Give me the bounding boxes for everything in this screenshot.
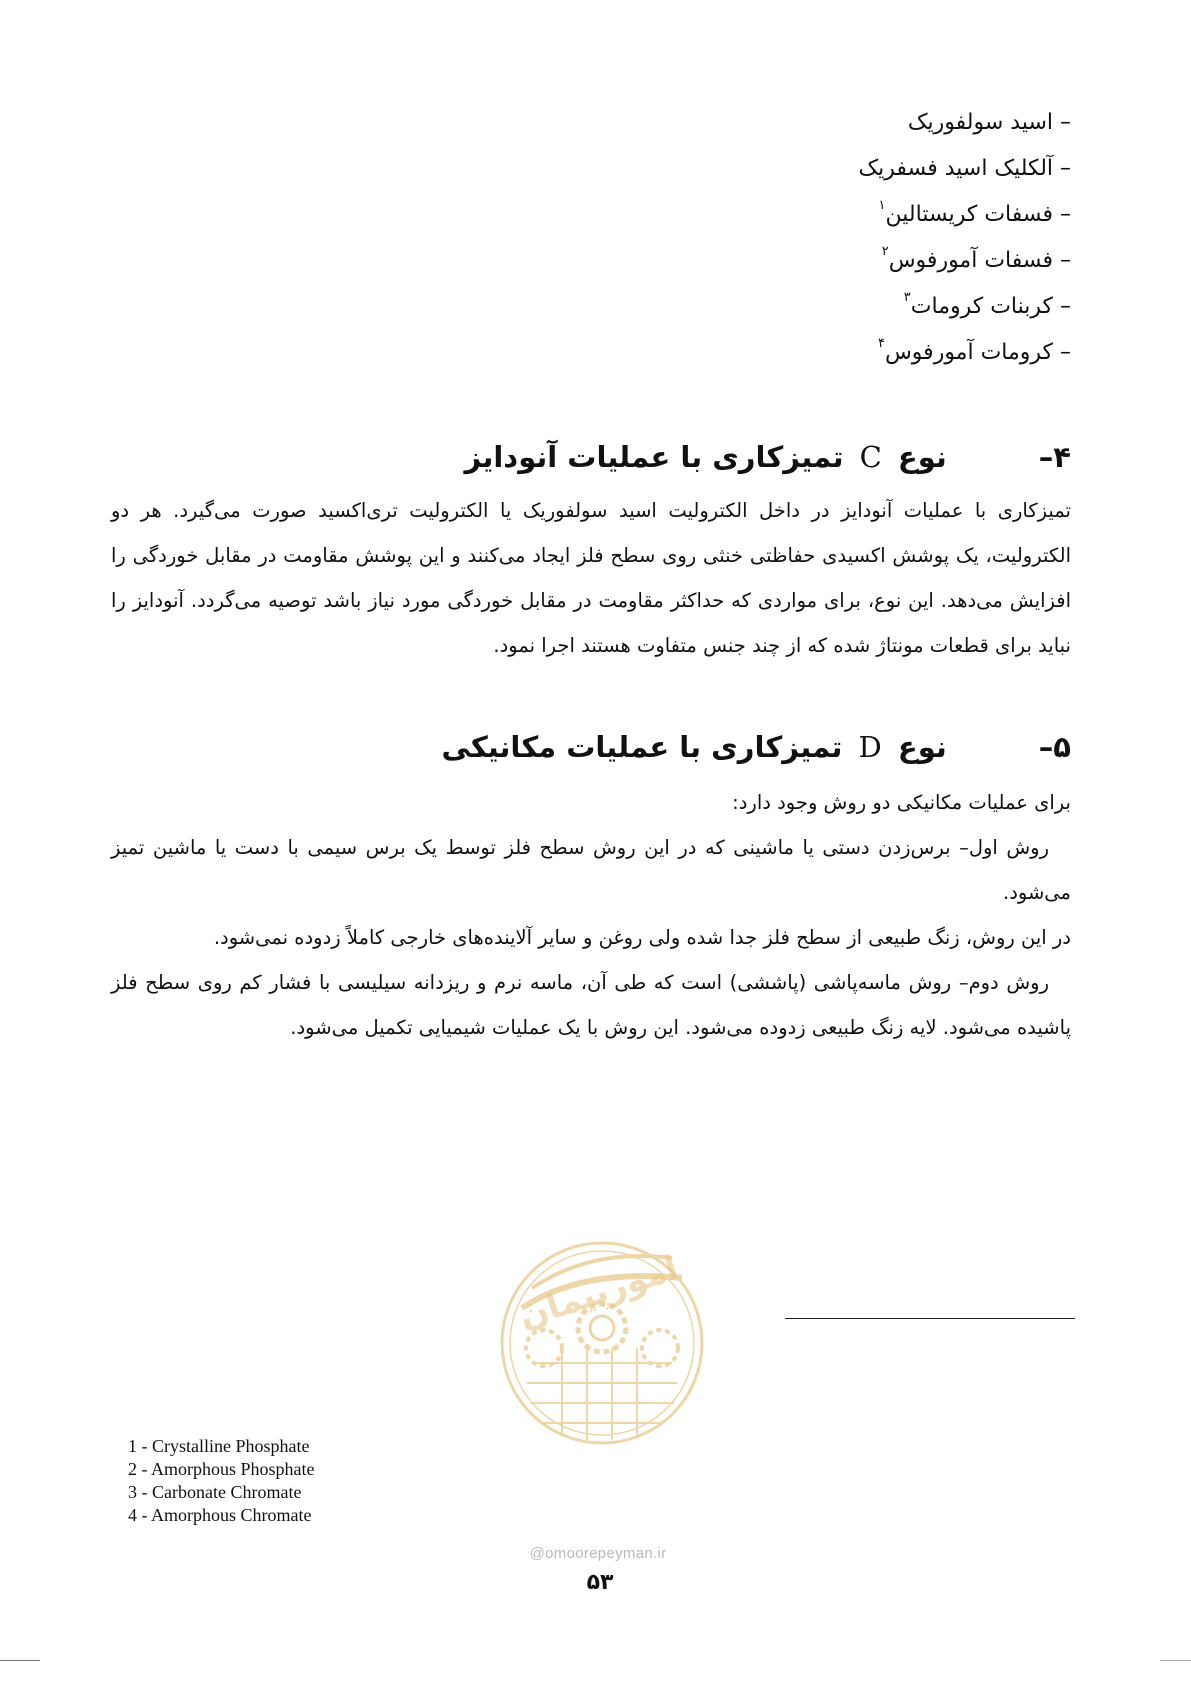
list-item: – فسفات کریستالین$^۱$ — [878, 198, 1071, 227]
footnote-ref: ۳ — [903, 290, 911, 305]
list-item: – کرومات آمورفوس$^۴$ — [877, 336, 1071, 365]
heading-title: تمیزکاری با عملیات آنودایز — [464, 440, 844, 474]
heading-title: تمیزکاری با عملیات مکانیکی — [441, 730, 843, 764]
heading-prefix: نوع — [897, 440, 947, 474]
scan-edge-mark — [0, 1660, 40, 1661]
section-4-heading — [171, 440, 1071, 474]
footnote-ref: ۱ — [878, 198, 886, 213]
footnote-1: 1 - Crystalline Phosphate — [128, 1436, 310, 1456]
footnote-ref: ۴ — [877, 336, 885, 351]
type-letter: C — [859, 440, 882, 474]
paragraph: تمیزکاری با عملیات آنودایز در داخل الکترولیت اسید سولفوریک یا الکترولیت تری‌اکسید صورت می‌گیرد. هر دو الکترولیت، یک پوشش اکسیدی حفاظتی خنثی روی سطح فلز ایجاد می‌کنند و این پوشش مقاومت در مقابل خوردگی را افزایش می‌دهد. این نوع، برای مواردی که حداکثر مقاومت در مقابل خوردگی مورد نیاز باشد توصیه می‌گردد. آنودایز را نباید برای قطعات مونتاژ شده که از چند جنس متفاوت هستند اجرا نمود. — [111, 499, 1071, 657]
footnotes — [128, 1435, 448, 1527]
phosphate-chromate-list — [571, 100, 1071, 376]
page-number: ۵۳ — [586, 1570, 614, 1595]
footnote-separator — [785, 1318, 1075, 1319]
list-item: – کربنات کرومات$^۳$ — [903, 290, 1071, 319]
method-1: روش اول– برس‌زدن دستی یا ماشینی که در این روش سطح فلز توسط یک برس سیمی با دست یا ماشین تمیز می‌شود. — [111, 836, 1071, 904]
heading-prefix: نوع — [897, 730, 947, 764]
section-5-heading — [171, 730, 1071, 764]
list-item: – آلکلیک اسید فسفریک — [858, 156, 1071, 181]
method-1-continued: در این روش، زنگ طبیعی از سطح فلز جدا شده ولی روغن و سایر آلاینده‌های خارجی کاملاً زدوده نمی‌شود. — [213, 926, 1071, 949]
watermark-logo — [492, 1188, 712, 1568]
list-item: – اسید سولفوریک — [907, 110, 1071, 135]
section-5-body — [111, 780, 1071, 1050]
list-item: – فسفات آمورفوس$^۲$ — [881, 244, 1071, 273]
section-number: ۴– — [1038, 440, 1071, 474]
scan-edge-mark — [1160, 1660, 1191, 1661]
watermark-site: @omoorepeyman.ir — [529, 1545, 667, 1562]
footnote-ref: ۲ — [881, 244, 889, 259]
footnote-3: 3 - Carbonate Chromate — [128, 1482, 302, 1502]
section-4-body — [111, 488, 1071, 668]
method-2: روش دوم– روش ماسه‌پاشی (پاششی) است که طی آن، ماسه نرم و ریزدانه سیلیسی با فشار کم روی سطح فلز پاشیده می‌شود. لایه زنگ طبیعی زدوده می‌شود. این روش با یک عملیات شیمیایی تکمیل می‌شود. — [111, 971, 1071, 1039]
footnote-2: 2 - Amorphous Phosphate — [128, 1459, 315, 1479]
section-number: ۵– — [1038, 730, 1071, 764]
footnote-4: 4 - Amorphous Chromate — [128, 1505, 312, 1525]
intro-line: برای عملیات مکانیکی دو روش وجود دارد: — [732, 791, 1071, 814]
watermark-logo-text: امورپیمان — [514, 1248, 684, 1338]
type-letter: D — [858, 730, 882, 764]
